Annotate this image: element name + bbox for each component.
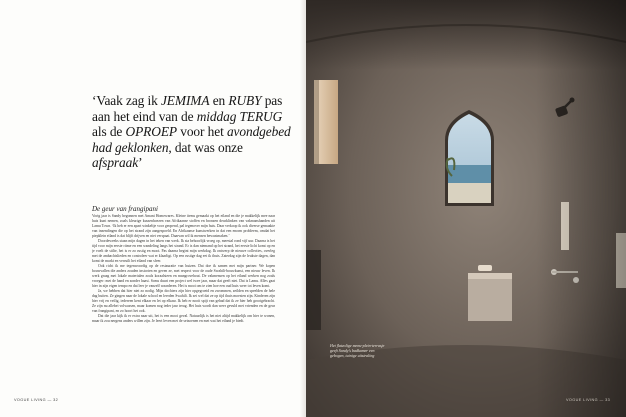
body-paragraph: Ook richt ik me tegenwoordig op de restauratie van huizen. Dat doe ik samen met mijn partner. We kopen bouwvallen die anders zouden instorten en geven ze, met respect voor de oude Swahili-bouwkunst, een nieuw leven. Ik werk graag met lokale materialen zoals koraalsteen en mangrovehout. De vakmensen op het eiland werken nog zoals vroeger: met de hand en zonder haast. Soms duurt een project wel twee jaar, maar dat geeft niet. Dat is Lamu. Alles gaat hier in zijn eigen tempo en dat leer je vanzelf waarderen. Het is mooi om te zien hoe een oud huis weer tot leven komt. — [92, 264, 275, 288]
pull-quote-emphasis: OPROEP — [125, 124, 177, 140]
body-paragraph: Dat die jaar kijk ik er extra naar uit, het is een mooi geval. Natuurlijk is het niet altijd makkelijk om hier te wonen, maar ik zou nergens anders willen zijn. Je leert leven met de seizoenen en met wat het eiland je biedt. — [92, 314, 275, 323]
pull-quote-emphasis: middag TERUG — [196, 108, 283, 124]
arched-window — [445, 110, 494, 206]
pull-quote-text: voor het — [176, 124, 227, 140]
pull-quote-text: als de — [92, 124, 126, 140]
pull-quote-text: pas aan het eind van de — [92, 93, 283, 124]
sink-basin — [468, 265, 512, 321]
page-folio-right: VOGUE LIVING — 33 — [566, 398, 611, 402]
pull-quote-emphasis: avondgebed had geklonken — [92, 124, 291, 155]
right-wall-shadow — [536, 0, 626, 417]
pull-quote-text: ‘Vaak zag ik — [92, 93, 161, 108]
dark-alcove — [306, 250, 321, 330]
article-heading: De geur van frangipani — [92, 205, 158, 213]
pull-quote — [92, 93, 292, 171]
left-page — [0, 0, 306, 417]
pull-quote-emphasis: RUBY — [228, 93, 262, 108]
pull-quote-emphasis: afspraak — [92, 155, 139, 171]
niche-shadow — [314, 80, 319, 164]
pull-quote-emphasis: JEMIMA — [160, 93, 210, 108]
beach — [448, 183, 491, 203]
body-paragraph: Doordeweeks staan mijn dagen in het teken van werk. Ik sta behoorlijk vroeg op, meestal rond vijf uur. Daarna is het tijd voor mijn eerste ritme en een wandeling langs het strand. Er is dan niemand op het strand, het eerste licht komt op en je voelt de stilte, het is er zo rustig en mooi. Pas daarna begint mijn werkdag. Ik ontwerp de nieuwe collecties, overleg met de ambachtslieden en controleer wat er klaarligt. Op een rustige dag eet ik thuis. Zaterdag zijn de leukste dagen, dan komt de markt en verruilt het eiland van sfeer. — [92, 239, 275, 263]
photo-caption: Het flatzolige menu-plein-terrasje geeft Sandy's badkamer een gebogen, tuinige uitstraling — [330, 343, 385, 359]
page-folio-left: VOGUE LIVING — 32 — [14, 398, 59, 402]
article-body — [92, 214, 275, 397]
pull-quote-text: ’ — [138, 155, 143, 171]
pull-quote-text: , dat was onze — [168, 139, 243, 155]
body-paragraph: Vorig jaar is Sandy begonnen met Amani Homewares. Kleine items gemaakt op het eiland en die je makkelijk mee naar huis kunt nemen, zoals kleurige kussenhoezen van Afrikaanse stoffen en bronzen deurklinken van vakmanshanden uit Lamu Town. ‘Ik heb er een apart winkeltje voor geopend, pal tegenover mijn huis. Daar verkoop ik ook diverse gemaakte van inzendingen die op het strand zijn aangespoeld. En Afrikaanse kunstwerken in dat een enorm probleem, omdat het piepklein eiland is dat blijft drijven en niet verspaat. Daarvan wil ik mensen bewustmaken.’ — [92, 214, 275, 238]
soap-bar — [478, 265, 492, 271]
pull-quote-text: en — [209, 93, 229, 108]
body-paragraph: Ja, we hebben dat hier niet zo nodig. Mijn dochters zijn hier opgegroeid en zwommen, zeilden en speelden de hele dag buiten. Ze gingen naar de lokale school en leerden Swahili. Ik zei wel dat ze op tijd thuis moesten zijn. Kinderen zijn hier vrij en veilig, iedereen kent elkaar en let op elkaar. Ik heb er nooit spijt van gehad dat ik ze hier heb grootgebracht. Ze zijn nu allebei volwassen, maar komen nog ieder jaar terug. Het huis wordt dan weer gevuld met vrienden en de geur van frangipani, en zo hoort het ook. — [92, 289, 275, 313]
